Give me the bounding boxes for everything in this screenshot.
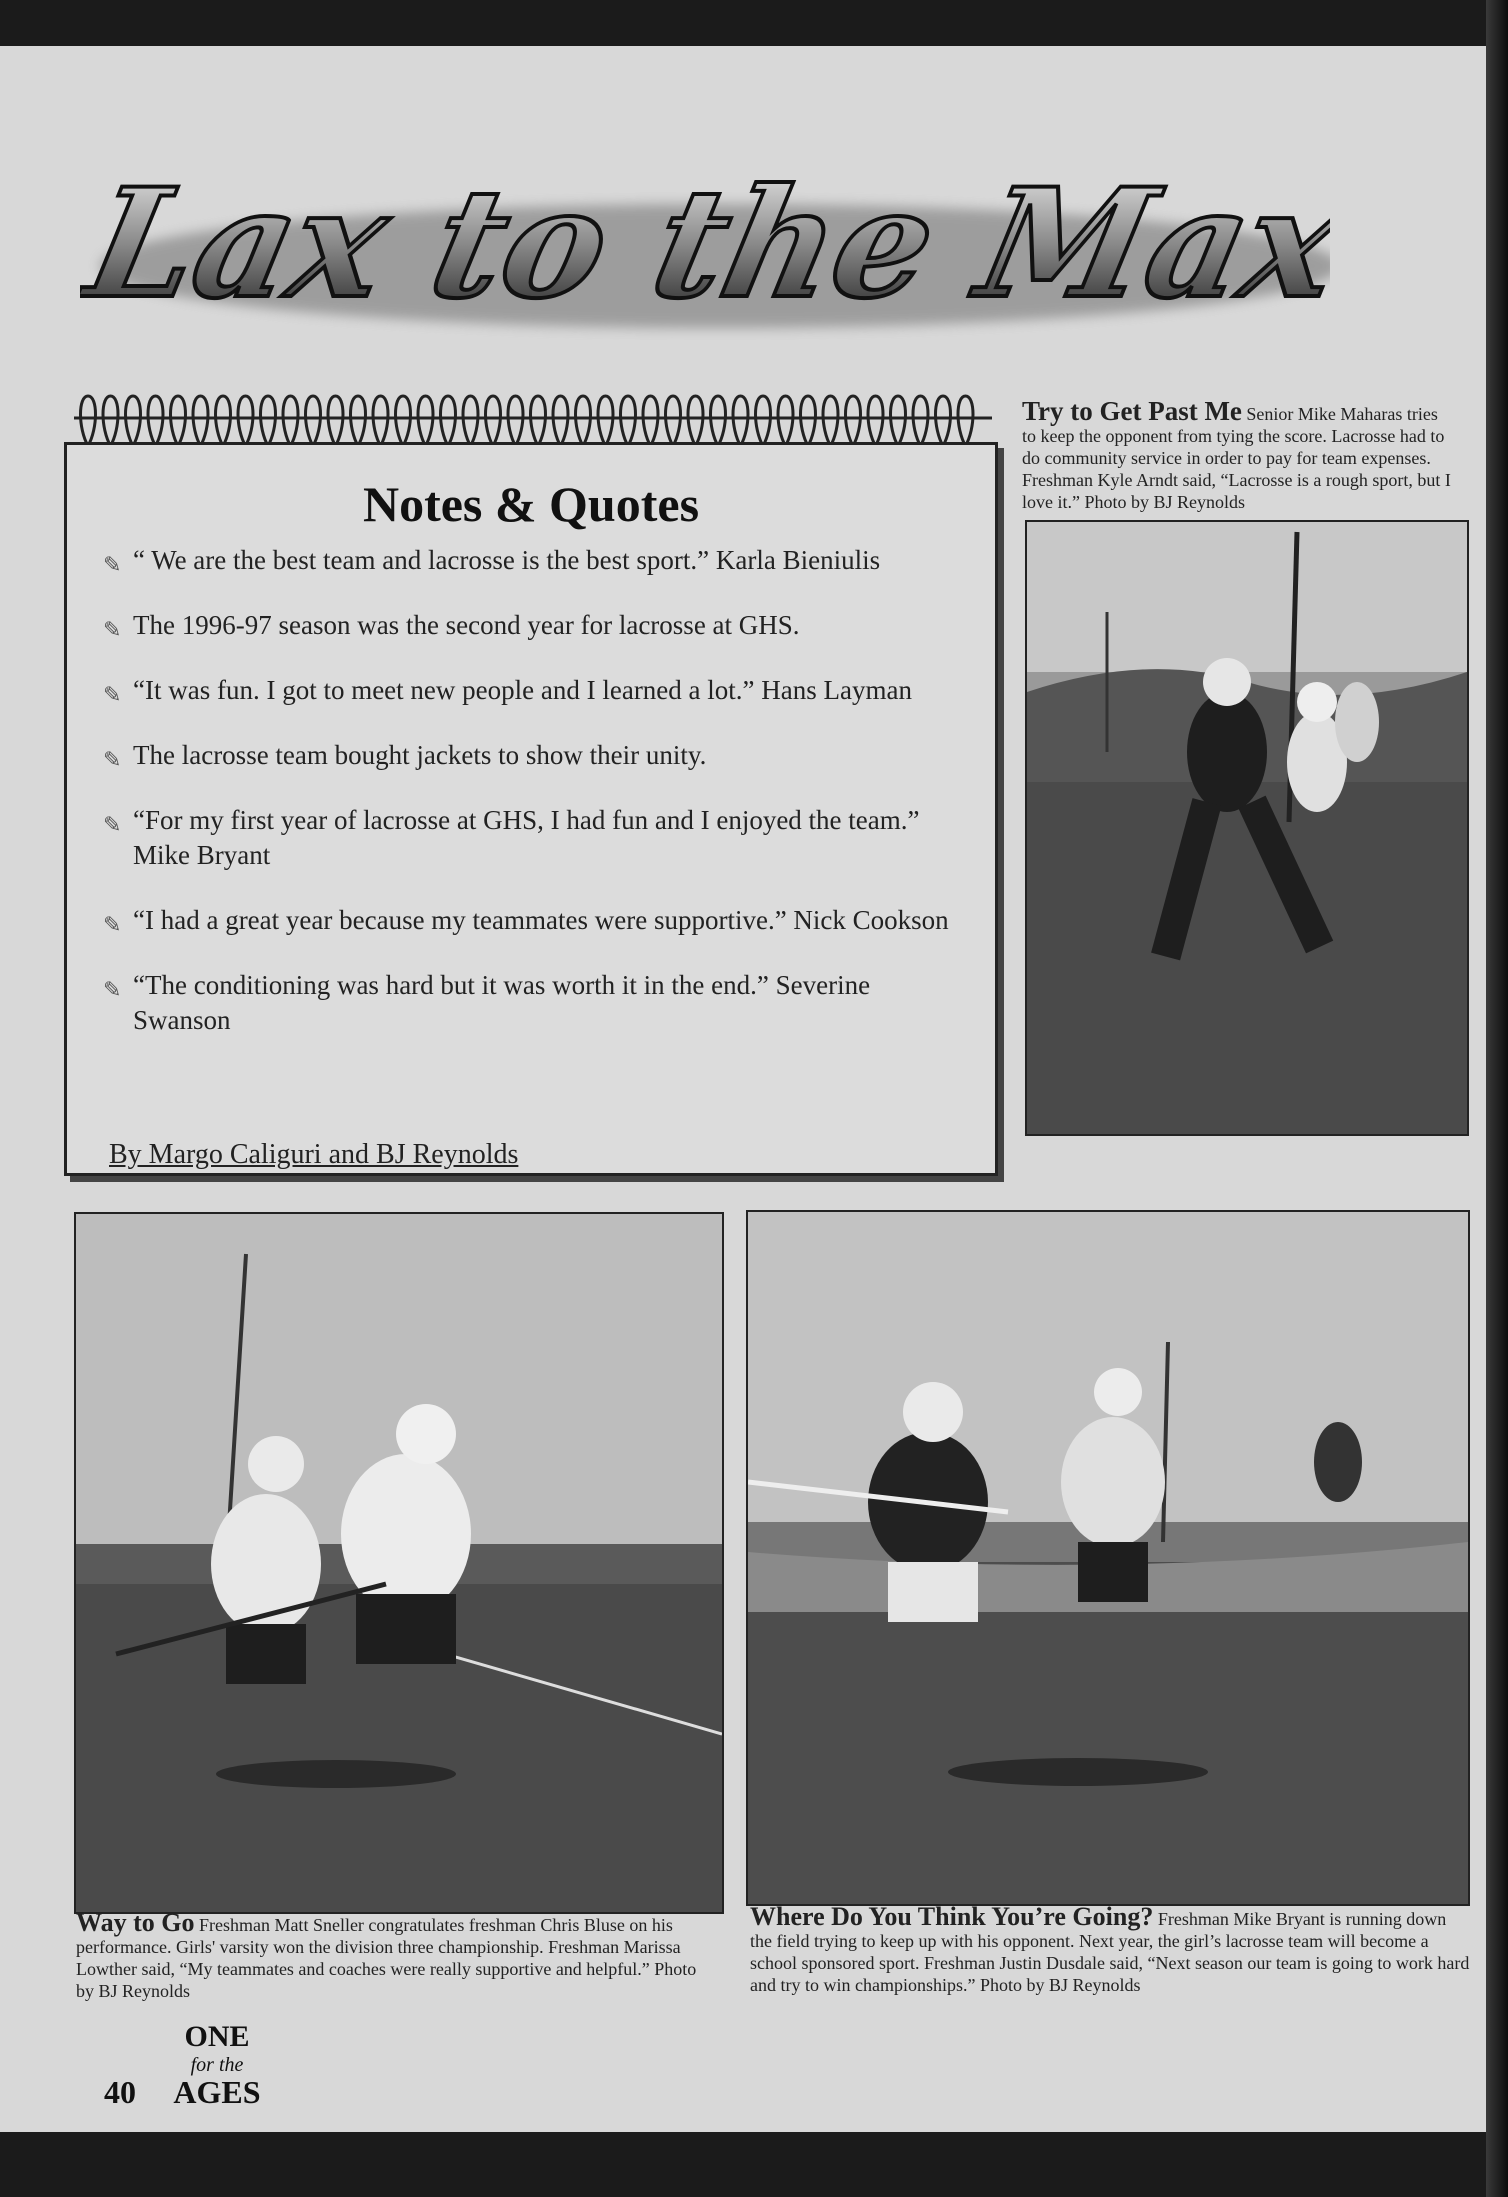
caption-lead: Way to Go bbox=[76, 1908, 195, 1937]
spiral-coil bbox=[508, 396, 523, 446]
pencil-icon: ✎ bbox=[103, 747, 122, 772]
title-artwork bbox=[80, 146, 1330, 346]
quote-item bbox=[103, 673, 973, 708]
caption-try-to-get-past-me bbox=[1022, 396, 1454, 513]
photo-way-to-go bbox=[74, 1212, 724, 1914]
photo-image bbox=[1027, 522, 1467, 1134]
pencil-icon: ✎ bbox=[103, 812, 122, 837]
quote-text: The lacrosse team bought jackets to show their unity. bbox=[133, 740, 707, 770]
pencil-icon: ✎ bbox=[103, 617, 122, 642]
spiral-coil bbox=[756, 396, 771, 446]
spiral-coil bbox=[801, 396, 816, 446]
spiral-coil bbox=[666, 396, 681, 446]
caption-text: Senior Mike Maharas tries to keep the opponent from tying the score. Lacrosse had to do community service in order to pay for team expenses. Freshman Kyle Arndt said, “Lacrosse is a rough sport, but I love it.” Photo by BJ Reynolds bbox=[1022, 404, 1451, 512]
pencil-icon: ✎ bbox=[103, 552, 122, 577]
notes-quotes-box bbox=[64, 442, 998, 1176]
quote-text: “ We are the best team and lacrosse is the best sport.” Karla Bieniulis bbox=[133, 545, 881, 575]
photo-try-to-get-past-me bbox=[1025, 520, 1469, 1136]
spiral-coil bbox=[553, 396, 568, 446]
spiral-coil bbox=[823, 396, 838, 446]
spiral-coil bbox=[418, 396, 433, 446]
spiral-coil bbox=[373, 396, 388, 446]
spiral-coil bbox=[711, 396, 726, 446]
quote-list bbox=[103, 543, 973, 1068]
folio-line-three: AGES bbox=[173, 2074, 261, 2110]
spiral-coil bbox=[958, 396, 973, 446]
quote-text: “The conditioning was hard but it was worth it in the end.” Severine Swanson bbox=[133, 970, 871, 1035]
spiral-coil bbox=[351, 396, 366, 446]
spiral-coil bbox=[621, 396, 636, 446]
spiral-coil bbox=[126, 396, 141, 446]
yearbook-page bbox=[0, 46, 1488, 2132]
spiral-coil bbox=[81, 396, 96, 446]
pencil-icon: ✎ bbox=[103, 912, 122, 937]
spiral-coil bbox=[891, 396, 906, 446]
folio-line-two: for the bbox=[190, 2054, 244, 2076]
spiral-coil bbox=[328, 396, 343, 446]
spiral-coil bbox=[103, 396, 118, 446]
spiral-coil bbox=[576, 396, 591, 446]
spiral-coil bbox=[238, 396, 253, 446]
spiral-coil bbox=[463, 396, 478, 446]
caption-where-do-you-think bbox=[750, 1902, 1472, 1996]
spiral-coil bbox=[733, 396, 748, 446]
spiral-coil bbox=[171, 396, 186, 446]
spiral-coil bbox=[778, 396, 793, 446]
page-number: 40 bbox=[104, 2074, 136, 2110]
byline: By Margo Caliguri and BJ Reynolds bbox=[109, 1139, 519, 1170]
pencil-icon: ✎ bbox=[103, 977, 122, 1002]
caption-lead: Try to Get Past Me bbox=[1022, 396, 1242, 426]
quote-item bbox=[103, 903, 973, 938]
book-spine-edge bbox=[1486, 0, 1508, 2197]
quote-text: “It was fun. I got to meet new people and I learned a lot.” Hans Layman bbox=[133, 675, 912, 705]
spiral-coil bbox=[396, 396, 411, 446]
title-text: Lax to the Max bbox=[80, 155, 1330, 332]
spiral-coil bbox=[913, 396, 928, 446]
quote-item bbox=[103, 608, 973, 643]
quote-item bbox=[103, 738, 973, 773]
caption-way-to-go bbox=[76, 1908, 716, 2002]
spiral-coil bbox=[193, 396, 208, 446]
folio-line-one: ONE bbox=[184, 2020, 250, 2053]
caption-text: Freshman Matt Sneller congratulates freshman Chris Bluse on his performance. Girls' varsity won the division three championship. Freshman Marissa Lowther said, “My teammates and coaches were really supportive and helpful.” Photo by BJ Reynolds bbox=[76, 1915, 697, 2001]
spiral-coil bbox=[261, 396, 276, 446]
notes-heading: Notes & Quotes bbox=[362, 476, 700, 532]
quote-item bbox=[103, 803, 973, 873]
quote-text: The 1996-97 season was the second year for lacrosse at GHS. bbox=[133, 610, 800, 640]
title-logo-graphic bbox=[80, 146, 1330, 346]
photo-image bbox=[76, 1214, 722, 1912]
quote-item bbox=[103, 968, 973, 1038]
spiral-coil bbox=[936, 396, 951, 446]
quote-text: “I had a great year because my teammates were supportive.” Nick Cookson bbox=[133, 905, 949, 935]
photo-image bbox=[748, 1212, 1468, 1904]
spiral-coil bbox=[148, 396, 163, 446]
pencil-icon: ✎ bbox=[103, 682, 122, 707]
caption-text: Freshman Mike Bryant is running down the field trying to keep up with his opponent. Next year, the girl’s lacrosse team will become a school sponsored sport. Freshman Justin Dusdale said, “Next season our team is going to work hard and try to win championships.” Photo by BJ Reynolds bbox=[750, 1909, 1470, 1995]
spiral-coil bbox=[283, 396, 298, 446]
spiral-coil bbox=[486, 396, 501, 446]
spiral-coil bbox=[643, 396, 658, 446]
spiral-coil bbox=[688, 396, 703, 446]
spiral-coil bbox=[868, 396, 883, 446]
spiral-coil bbox=[531, 396, 546, 446]
spiral-coil bbox=[846, 396, 861, 446]
quote-text: “For my first year of lacrosse at GHS, I had fun and I enjoyed the team.” Mike Bryant bbox=[133, 805, 920, 870]
spiral-coil bbox=[441, 396, 456, 446]
quote-item bbox=[103, 543, 973, 578]
spiral-coil bbox=[598, 396, 613, 446]
spiral-coil bbox=[216, 396, 231, 446]
photo-where-do-you-think bbox=[746, 1210, 1470, 1906]
caption-lead: Where Do You Think You’re Going? bbox=[750, 1902, 1154, 1931]
spiral-coil bbox=[306, 396, 321, 446]
